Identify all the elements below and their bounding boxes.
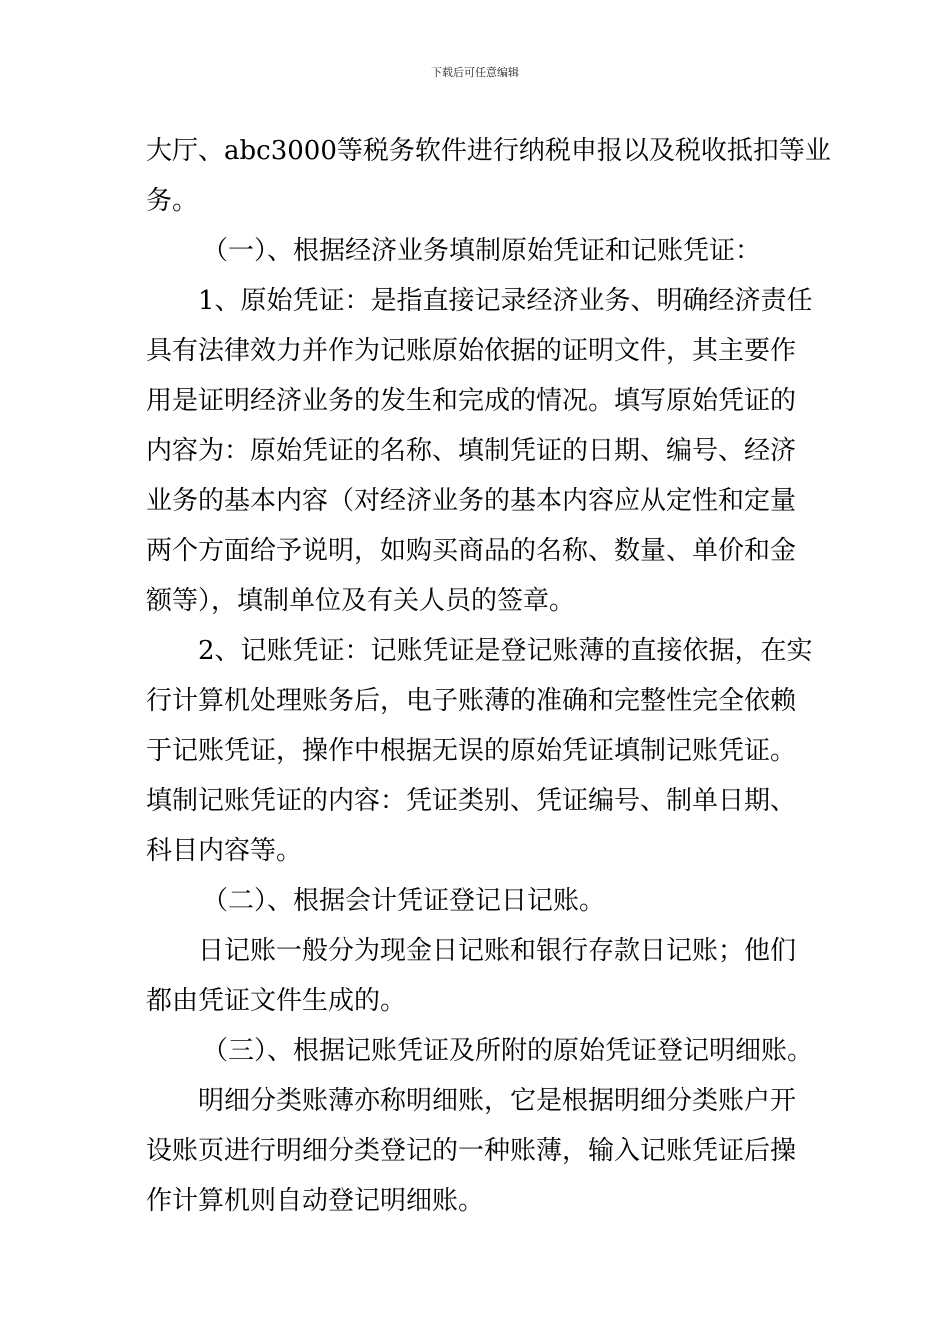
- section-heading-1: （一）、根据经济业务填制原始凭证和记账凭证：: [202, 236, 762, 266]
- text-line: 行计算机处理账务后，电子账薄的准确和完整性完全依赖: [146, 686, 797, 716]
- text-line: 作计算机则自动登记明细账。: [146, 1186, 485, 1216]
- text-line: 业务的基本内容（对经济业务的基本内容应从定性和定量: [146, 486, 797, 516]
- text-line: 务。: [146, 186, 199, 216]
- text-line: 填制记账凭证的内容：凭证类别、凭证编号、制单日期、: [146, 786, 797, 816]
- text-line: 内容为：原始凭证的名称、填制凭证的日期、编号、经济: [146, 436, 797, 466]
- page-header: 下载后可任意编辑: [431, 66, 519, 79]
- paragraph-start: 2、记账凭证：记账凭证是登记账薄的直接依据，在实: [198, 636, 813, 666]
- text-line: 具有法律效力并作为记账原始依据的证明文件，其主要作: [146, 336, 797, 366]
- paragraph-start: 1、原始凭证：是指直接记录经济业务、明确经济责任: [198, 286, 813, 316]
- text-line: 额等），填制单位及有关人员的签章。: [146, 586, 576, 616]
- text-line: 用是证明经济业务的发生和完成的情况。填写原始凭证的: [146, 386, 797, 416]
- section-heading-2: （二）、根据会计凭证登记日记账。: [202, 886, 606, 916]
- document-body: [146, 126, 831, 1226]
- text-line: 于记账凭证，操作中根据无误的原始凭证填制记账凭证。: [146, 736, 797, 766]
- text-line: 科目内容等。: [146, 836, 303, 866]
- paragraph-start: 日记账一般分为现金日记账和银行存款日记账；他们: [198, 936, 797, 966]
- text-line: 都由凭证文件生成的。: [146, 986, 407, 1016]
- paragraph-start: 明细分类账薄亦称明细账，它是根据明细分类账户开: [198, 1086, 797, 1116]
- text-line: 两个方面给予说明，如购买商品的名称、数量、单价和金: [146, 536, 797, 566]
- text-line: 大厅、abc3000等税务软件进行纳税申报以及税收抵扣等业: [146, 136, 831, 166]
- section-heading-3: （三）、根据记账凭证及所附的原始凭证登记明细账。: [202, 1036, 814, 1066]
- text-line: 设账页进行明细分类登记的一种账薄，输入记账凭证后操: [146, 1136, 797, 1166]
